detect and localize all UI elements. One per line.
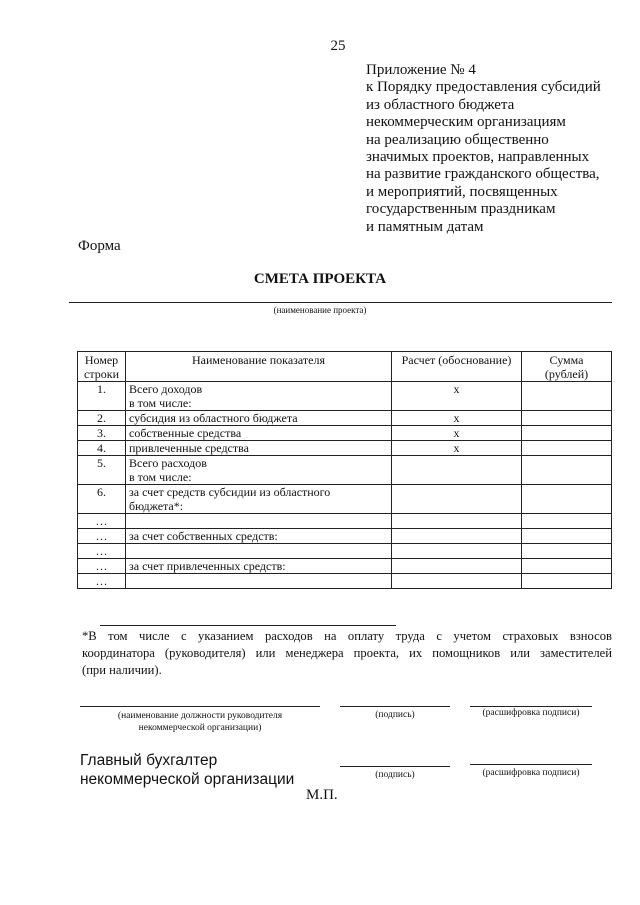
row-number: 1. (78, 382, 126, 411)
chief-decoding-caption: (расшифровка подписи) (482, 768, 580, 778)
chief-signature-caption: (подпись) (375, 770, 415, 780)
row-sum-cell[interactable] (522, 529, 612, 544)
signature-line[interactable] (340, 706, 450, 707)
row-calc-cell[interactable] (392, 456, 522, 485)
row-sum-cell[interactable] (522, 456, 612, 485)
row-calc: х (392, 411, 522, 426)
appendix-line: на развитие гражданского общества, (366, 166, 600, 183)
position-line[interactable] (80, 706, 320, 707)
table-header-row (78, 352, 612, 382)
chief-accountant-label (80, 751, 294, 789)
row-name: привлеченные средства (126, 441, 392, 456)
project-name-caption: (наименование проекта) (273, 305, 367, 315)
table-row (78, 411, 612, 426)
appendix-line: и мероприятий, посвященных (366, 183, 558, 200)
row-sum-cell[interactable] (522, 382, 612, 411)
footnote-line: (при наличии). (82, 663, 162, 677)
row-name-line: в том числе: (129, 396, 192, 410)
row-calc-cell[interactable] (392, 574, 522, 589)
row-name-cell[interactable] (126, 544, 392, 559)
row-name: за счет привлеченных средств: (126, 559, 392, 574)
row-sum-cell[interactable] (522, 544, 612, 559)
row-number: 3. (78, 426, 126, 441)
row-number: 5. (78, 456, 126, 485)
table-row (78, 456, 612, 485)
appendix-line: к Порядку предоставления субсидий (366, 79, 601, 96)
form-label: Форма (78, 238, 121, 254)
row-name-line: в том числе: (129, 470, 192, 484)
footnote-line: координатора (руководителя) или менеджера проекта, их помощников или заместителей (82, 646, 612, 660)
row-calc: х (392, 382, 522, 411)
row-name (126, 485, 392, 514)
row-name (126, 382, 392, 411)
appendix-line: Приложение № 4 (366, 62, 476, 78)
row-name-cell[interactable] (126, 574, 392, 589)
decoding-caption: (расшифровка подписи) (482, 708, 580, 718)
row-calc-cell[interactable] (392, 529, 522, 544)
row-number: 4. (78, 441, 126, 456)
header-num-line: Номер (84, 353, 119, 367)
row-number: 6. (78, 485, 126, 514)
table-row (78, 529, 612, 544)
stamp-place-label: М.П. (306, 787, 338, 803)
header-row-number (78, 352, 126, 382)
row-sum-cell[interactable] (522, 574, 612, 589)
row-calc-cell[interactable] (392, 544, 522, 559)
row-sum-cell[interactable] (522, 485, 612, 514)
header-sum-line: Сумма (549, 353, 584, 367)
row-name (126, 456, 392, 485)
chief-accountant-line: некоммерческой организации (80, 771, 295, 788)
row-calc: х (392, 441, 522, 456)
table-row (78, 544, 612, 559)
header-sum-line: (рублей) (544, 367, 589, 381)
footnote-line: *В том числе с указанием расходов на оплату труда с учетом страховых взносов (82, 629, 612, 643)
row-number: … (78, 529, 126, 544)
row-name-line: за счет средств субсидии из областного (129, 485, 331, 499)
chief-accountant-line: Главный бухгалтер (80, 752, 218, 769)
row-sum-cell[interactable] (522, 411, 612, 426)
table-row (78, 514, 612, 529)
row-calc-cell[interactable] (392, 559, 522, 574)
footnote-separator (100, 625, 396, 626)
header-indicator-name: Наименование показателя (126, 352, 392, 382)
project-name-line[interactable] (69, 302, 612, 303)
table-row (78, 559, 612, 574)
row-name-line: Всего расходов (129, 456, 207, 470)
row-calc: х (392, 426, 522, 441)
row-sum-cell[interactable] (522, 441, 612, 456)
row-name-line: Всего доходов (129, 382, 203, 396)
appendix-line: из областного бюджета (366, 96, 515, 113)
appendix-line: на реализацию общественно (366, 131, 549, 148)
footnote (82, 628, 612, 679)
row-name: собственные средства (126, 426, 392, 441)
signature-caption: (подпись) (375, 710, 415, 720)
table-row (78, 441, 612, 456)
row-number: 2. (78, 411, 126, 426)
chief-decoding-line[interactable] (470, 764, 592, 765)
chief-signature-line[interactable] (340, 766, 450, 767)
header-sum (522, 352, 612, 382)
row-name: субсидия из областного бюджета (126, 411, 392, 426)
header-num-line: строки (84, 367, 119, 381)
row-sum-cell[interactable] (522, 559, 612, 574)
document-title: СМЕТА ПРОЕКТА (253, 271, 387, 287)
estimate-table (77, 351, 612, 589)
row-calc-cell[interactable] (392, 485, 522, 514)
appendix-line: значимых проектов, направленных (366, 149, 590, 166)
row-name: за счет собственных средств: (126, 529, 392, 544)
position-caption-line: некоммерческой организации) (138, 723, 262, 733)
appendix-line: государственным праздникам (366, 201, 556, 218)
row-number: … (78, 544, 126, 559)
page-number: 25 (330, 38, 346, 54)
table-row (78, 485, 612, 514)
header-calculation: Расчет (обоснование) (392, 352, 522, 382)
appendix-line: и памятным датам (366, 218, 484, 235)
table-row (78, 426, 612, 441)
row-name-line: бюджета*: (129, 499, 184, 513)
row-number: … (78, 514, 126, 529)
table-row (78, 574, 612, 589)
appendix-line: некоммерческим организациям (366, 114, 566, 131)
row-number: … (78, 559, 126, 574)
appendix-header (366, 62, 628, 236)
row-number: … (78, 574, 126, 589)
table-row (78, 382, 612, 411)
row-sum-cell[interactable] (522, 514, 612, 529)
position-caption-line: (наименование должности руководителя (117, 711, 283, 721)
row-sum-cell[interactable] (522, 426, 612, 441)
row-calc-cell[interactable] (392, 514, 522, 529)
row-name-cell[interactable] (126, 514, 392, 529)
position-caption (80, 710, 320, 734)
